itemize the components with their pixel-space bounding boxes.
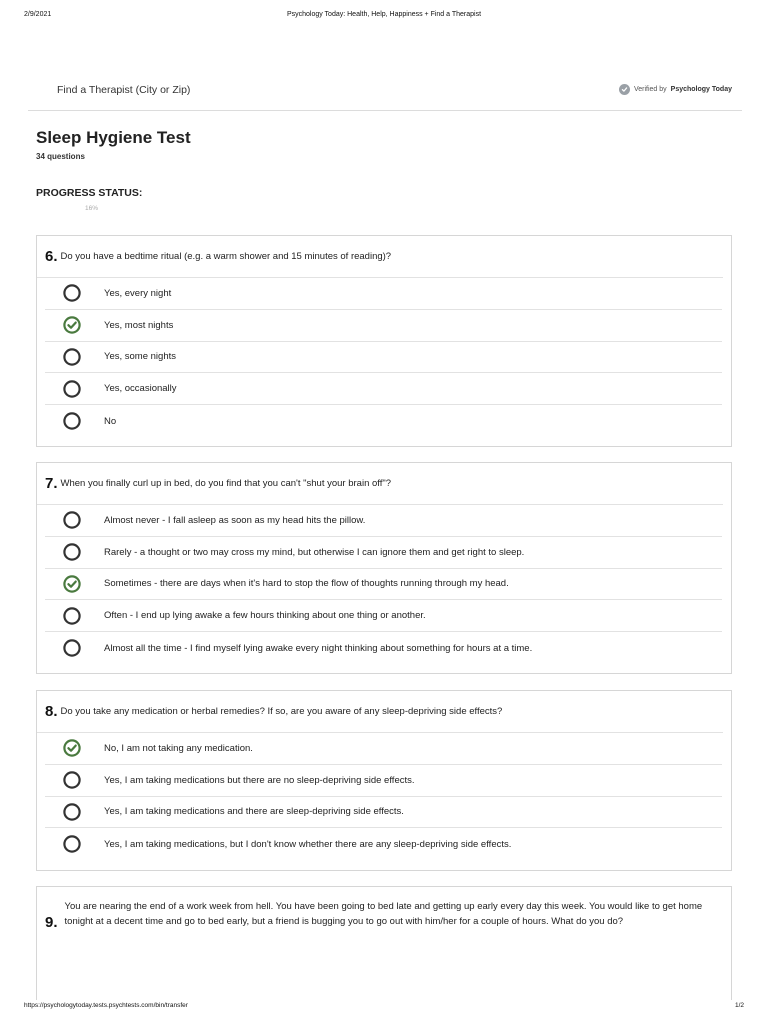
verified-prefix: Verified by [633,86,667,93]
question-number: 8. [45,703,58,720]
question-number: 7. [45,475,58,492]
answer-option[interactable] [45,278,722,310]
radio-unchecked-icon[interactable] [63,639,81,657]
verified-brand: Psychology Today [670,86,732,93]
question-card-6 [36,235,732,447]
radio-unchecked-icon[interactable] [63,607,81,625]
question-text: When you finally curl up in bed, do you find that you can't "shut your brain off"? [60,478,392,489]
radio-unchecked-icon[interactable] [63,380,81,398]
answer-label: Almost never - I fall asleep as soon as my head hits the pillow. [104,514,366,526]
question-number: 6. [45,248,58,265]
radio-checked-icon[interactable] [63,316,81,334]
answer-label: Yes, occasionally [104,383,177,395]
question-card-8 [36,690,732,871]
answer-label: Often - I end up lying awake a few hours thinking about one thing or another. [104,610,426,622]
answer-label: Yes, every night [104,287,172,299]
print-url: https://psychologytoday.tests.psychtests.com/bin/transfer [24,1002,188,1009]
radio-checked-icon[interactable] [63,739,81,757]
radio-unchecked-icon[interactable] [63,771,81,789]
question-header [37,236,723,278]
question-card-9 [36,886,732,1000]
question-count: 34 questions [36,152,85,161]
radio-unchecked-icon[interactable] [63,835,81,853]
question-header [37,463,723,505]
question-text: Do you have a bedtime ritual (e.g. a warm shower and 15 minutes of reading)? [60,251,392,262]
answer-option[interactable] [45,632,722,664]
answer-option[interactable] [45,828,722,860]
find-therapist-link[interactable]: Find a Therapist (City or Zip) [57,84,191,96]
progress-label: PROGRESS STATUS: [36,187,143,199]
page-title: Sleep Hygiene Test [36,128,191,147]
answer-option[interactable] [45,310,722,342]
answer-label: Yes, I am taking medications but there are no sleep-depriving side effects. [104,774,415,786]
answer-option[interactable] [45,373,722,405]
verified-badge [619,84,732,95]
verified-check-icon [619,84,630,95]
radio-unchecked-icon[interactable] [63,348,81,366]
print-header [0,11,768,23]
question-header [37,691,723,733]
top-bar [28,74,742,111]
answer-option[interactable] [45,342,722,374]
progress-percent: 16% [85,205,99,212]
answer-option[interactable] [45,733,722,765]
answer-label: Yes, most nights [104,319,174,331]
question-card-7 [36,462,732,674]
question-number: 9. [45,914,58,931]
answer-option[interactable] [45,600,722,632]
answer-option[interactable] [45,569,722,601]
answer-option[interactable] [45,537,722,569]
answer-option[interactable] [45,765,722,797]
radio-unchecked-icon[interactable] [63,284,81,302]
radio-unchecked-icon[interactable] [63,511,81,529]
page-number: 1/2 [734,1002,744,1009]
answer-option[interactable] [45,797,722,829]
answer-label: No [104,415,117,427]
question-header [37,887,731,931]
progress-fill [36,198,84,204]
answer-label: Almost all the time - I find myself lying awake every night thinking about something for hours at a time. [104,642,533,654]
answer-label: Yes, some nights [104,351,176,363]
answer-label: Sometimes - there are days when it's hard to stop the flow of thoughts running through my head. [104,578,509,590]
answer-label: Yes, I am taking medications, but I don't know whether there are any sleep-depriving side effects. [104,838,512,850]
radio-checked-icon[interactable] [63,575,81,593]
answer-label: No, I am not taking any medication. [104,742,253,754]
progress-bar [36,198,334,204]
answer-label: Yes, I am taking medications and there are sleep-depriving side effects. [104,806,404,818]
answer-option[interactable] [45,405,722,437]
radio-unchecked-icon[interactable] [63,803,81,821]
answer-option[interactable] [45,505,722,537]
print-date: 2/9/2021 [24,11,52,18]
radio-unchecked-icon[interactable] [63,543,81,561]
radio-unchecked-icon[interactable] [63,412,81,430]
print-title: Psychology Today: Health, Help, Happiness + Find a Therapist [286,11,482,18]
question-text: You are nearing the end of a work week from hell. You have been going to bed late and getting up early every day this week. You would like to get home tonight at a decent time and go to bed early, but a friend is bugging you to go out with him/her for a couple of hours. What do you do? [64,901,703,927]
question-text: Do you take any medication or herbal remedies? If so, are you aware of any sleep-depriving side effects? [60,706,503,717]
answer-label: Rarely - a thought or two may cross my mind, but otherwise I can ignore them and get right to sleep. [104,546,525,558]
